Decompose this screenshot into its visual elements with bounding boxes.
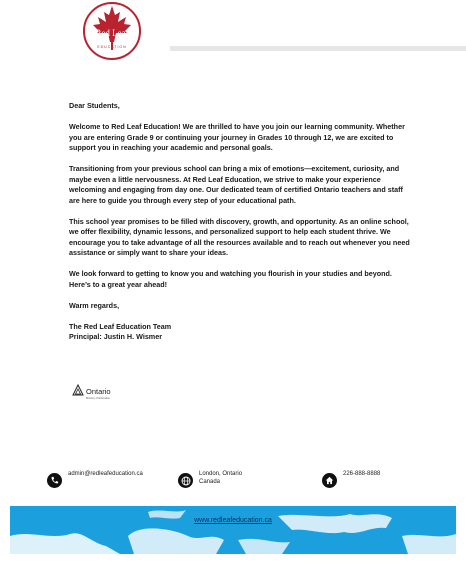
footer-phone[interactable] bbox=[322, 470, 380, 492]
signoff-name: The Red Leaf Education Team bbox=[69, 321, 172, 331]
phone-handset-icon bbox=[47, 473, 62, 488]
logo-subtitle: EDUCATION bbox=[97, 45, 127, 49]
letter-closing: Warm regards, bbox=[69, 300, 120, 310]
home-icon bbox=[322, 473, 337, 488]
header-rule bbox=[170, 46, 466, 51]
website-link[interactable]: www.redleafeducation.ca bbox=[194, 517, 272, 524]
letter-body bbox=[69, 101, 414, 353]
trillium-icon bbox=[70, 383, 86, 399]
letter-paragraph-2: Transitioning from your previous school can bring a mix of emotions—excitement, curiosity, and maybe even a little nervousness. At Red Leaf Education, we strive to make your experience welcoming and engaging from day one. Our dedicated team of certified Ontario teachers and staff are here to guide you through every step of your educational path. bbox=[69, 164, 403, 205]
phone-text[interactable]: 226-888-8888 bbox=[343, 471, 381, 477]
ontario-subtitle: Ministry of Education bbox=[86, 397, 111, 400]
location-text: London, Ontario Canada bbox=[199, 471, 243, 485]
letter-paragraph-1: Welcome to Red Leaf Education! We are thrilled to have you join our learning community. Whether you are entering Grade 9 or continuing your journey in Grades 10 through 12, we are excited to support you in reaching your academic and personal goals. bbox=[69, 122, 405, 152]
maple-leaf-icon bbox=[81, 0, 143, 62]
letter-paragraph-3: This school year promises to be filled with discovery, growth, and opportunity. As an online school, we offer flexibility, dynamic lessons, and personalized support to help each student thrive. We encourage you to take advantage of all the resources available and to reach out whenever you need assistance or simply want to share your ideas. bbox=[69, 216, 410, 257]
footer-location bbox=[178, 470, 242, 492]
ontario-logo bbox=[70, 381, 130, 405]
letter-signoff bbox=[69, 322, 414, 343]
ontario-wordmark: Ontario bbox=[86, 387, 111, 396]
letter-greeting: Dear Students, bbox=[69, 101, 120, 110]
footer-email[interactable] bbox=[47, 470, 143, 492]
logo-wordmark: Red Leaf bbox=[95, 28, 129, 38]
email-text[interactable]: admin@redleafeducation.ca bbox=[68, 471, 143, 477]
signoff-title: Principal: Justin H. Wismer bbox=[69, 332, 162, 341]
footer-banner bbox=[10, 506, 456, 554]
world-map-graphic bbox=[10, 506, 456, 554]
globe-icon bbox=[178, 473, 193, 488]
red-leaf-logo bbox=[81, 0, 143, 62]
letter-paragraph-4: We look forward to getting to know you and watching you flourish in your studies and beyond. Here’s to a great year ahead! bbox=[69, 269, 392, 289]
